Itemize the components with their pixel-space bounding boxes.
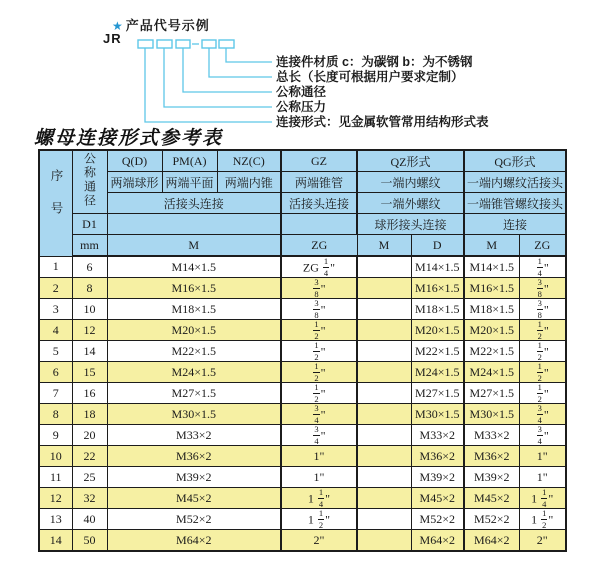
cell-gz-zg: 1 $\frac{1}{4}$ " <box>281 488 357 509</box>
header-empty-gz <box>281 214 357 235</box>
fraction: $\frac{1}{2}$ <box>314 319 319 341</box>
cell-dn: 18 <box>72 404 107 425</box>
header-group-qg: QG形式 <box>464 150 566 172</box>
fraction: $\frac{1}{2}$ <box>537 382 542 404</box>
cell-qg-zg: $\frac{3}{4}$ " <box>519 404 566 425</box>
cell-m-thread: M14×1.5 <box>107 256 281 278</box>
fraction: $\frac{1}{2}$ <box>542 508 547 530</box>
cell-qg-zg: $\frac{3}{4}$ " <box>519 425 566 446</box>
cell-qg-m: M27×1.5 <box>464 383 519 404</box>
fraction: $\frac{1}{2}$ <box>318 508 324 530</box>
diagram-title <box>112 15 210 34</box>
cell-m-thread: M33×2 <box>107 425 281 446</box>
fraction: $\frac{1}{4}$ <box>537 256 542 278</box>
cell-qz-d: M16×1.5 <box>411 278 464 299</box>
cell-qz-m <box>357 488 411 509</box>
nut-connection-reference-table <box>38 149 567 552</box>
table-row <box>39 320 566 341</box>
fraction: $\frac{3}{8}$ <box>314 298 319 320</box>
header-mm: mm <box>72 235 107 257</box>
header-group-gz: GZ <box>281 150 357 172</box>
cell-qg-m: M18×1.5 <box>464 299 519 320</box>
header-empty-left <box>107 214 281 235</box>
cell-dn: 12 <box>72 320 107 341</box>
label-nominal-pressure: 公称压力 <box>276 100 327 114</box>
cell-qz-d: M30×1.5 <box>411 404 464 425</box>
header-q-ends: 两端球形 <box>107 172 162 193</box>
cell-qg-zg: 1" <box>519 467 566 488</box>
cell-dn: 14 <box>72 341 107 362</box>
cell-m-thread: M24×1.5 <box>107 362 281 383</box>
cell-qz-d: M14×1.5 <box>411 256 464 278</box>
cell-m-thread: M18×1.5 <box>107 299 281 320</box>
cell-serial: 13 <box>39 509 72 530</box>
table-row <box>39 256 566 278</box>
cell-qz-d: M33×2 <box>411 425 464 446</box>
header-nz-ends: 两端内锥 <box>217 172 281 193</box>
cell-qg-m: M24×1.5 <box>464 362 519 383</box>
fraction: $\frac{1}{2}$ <box>314 340 319 362</box>
code-box-5 <box>219 40 234 48</box>
cell-qz-d: M18×1.5 <box>411 299 464 320</box>
header-unit-m: M <box>107 235 281 257</box>
cell-qz-d: M39×2 <box>411 467 464 488</box>
cell-serial: 14 <box>39 530 72 552</box>
header-group-nz: NZ(C) <box>217 150 281 172</box>
cell-serial: 3 <box>39 299 72 320</box>
cell-qg-zg: $\frac{1}{4}$ " <box>519 256 566 278</box>
header-qz-desc-3: 球形接头连接 <box>357 214 464 235</box>
cell-qg-zg: $\frac{1}{2}$ " <box>519 383 566 404</box>
fraction: $\frac{3}{8}$ <box>537 298 542 320</box>
cell-qz-d: M27×1.5 <box>411 383 464 404</box>
table-row <box>39 488 566 509</box>
cell-serial: 7 <box>39 383 72 404</box>
cell-dn: 25 <box>72 467 107 488</box>
cell-serial: 4 <box>39 320 72 341</box>
header-group-qz: QZ形式 <box>357 150 464 172</box>
cell-dn: 40 <box>72 509 107 530</box>
label-nominal-diameter: 公称通径 <box>276 85 327 99</box>
cell-qz-m <box>357 383 411 404</box>
cell-qz-m <box>357 278 411 299</box>
cell-m-thread: M45×2 <box>107 488 281 509</box>
cell-qz-m <box>357 341 411 362</box>
cell-serial: 8 <box>39 404 72 425</box>
diagram-title-text: 产品代号示例 <box>125 18 210 33</box>
cell-qg-zg: $\frac{3}{8}$ " <box>519 278 566 299</box>
cell-qz-m <box>357 362 411 383</box>
header-group-q: Q(D) <box>107 150 162 172</box>
cell-serial: 5 <box>39 341 72 362</box>
cell-dn: 50 <box>72 530 107 552</box>
code-box-3 <box>176 40 190 48</box>
cell-qg-zg: 1" <box>519 446 566 467</box>
fraction: $\frac{1}{2}$ <box>537 340 542 362</box>
table-header <box>39 150 566 256</box>
header-qz-desc-1: 一端内螺纹 <box>357 172 464 193</box>
cell-qz-m <box>357 530 411 552</box>
cell-gz-zg: $\frac{3}{8}$ " <box>281 299 357 320</box>
table-row <box>39 404 566 425</box>
fraction: $\frac{3}{8}$ <box>314 277 319 299</box>
header-qg-desc-1: 一端内螺纹活接头 <box>464 172 566 193</box>
cell-qg-m: M64×2 <box>464 530 519 552</box>
header-qg-desc-3: 连接 <box>464 214 566 235</box>
cell-gz-zg: $\frac{1}{2}$ " <box>281 320 357 341</box>
cell-qz-d: M45×2 <box>411 488 464 509</box>
header-d1: D1 <box>72 214 107 235</box>
cell-dn: 20 <box>72 425 107 446</box>
code-box-4 <box>202 40 216 48</box>
cell-m-thread: M39×2 <box>107 467 281 488</box>
table-title: 螺母连接形式参考表 <box>34 128 224 149</box>
fraction: $\frac{3}{4}$ <box>314 403 319 425</box>
cell-qz-m <box>357 425 411 446</box>
cell-qg-m: M45×2 <box>464 488 519 509</box>
connector-line-material <box>226 48 272 62</box>
header-group-pm: PM(A) <box>162 150 217 172</box>
fraction: $\frac{3}{4}$ <box>314 424 319 446</box>
product-code-prefix: JR <box>103 31 122 46</box>
cell-serial: 2 <box>39 278 72 299</box>
label-total-length: 总长（长度可根据用户要求定制） <box>276 70 464 84</box>
cell-qg-zg: $\frac{1}{2}$ " <box>519 362 566 383</box>
header-gz-ends: 两端锥管 <box>281 172 357 193</box>
cell-qz-m <box>357 404 411 425</box>
table-row <box>39 299 566 320</box>
code-box-2 <box>157 40 172 48</box>
cell-gz-zg: $\frac{1}{2}$ " <box>281 341 357 362</box>
cell-qg-zg: 1 $\frac{1}{2}$ " <box>519 509 566 530</box>
cell-m-thread: M30×1.5 <box>107 404 281 425</box>
cell-qg-m: M14×1.5 <box>464 256 519 278</box>
cell-qg-m: M52×2 <box>464 509 519 530</box>
cell-dn: 22 <box>72 446 107 467</box>
cell-qz-m <box>357 509 411 530</box>
header-unit-qg-zg: ZG <box>519 235 566 257</box>
cell-qz-m <box>357 467 411 488</box>
cell-qz-d: M20×1.5 <box>411 320 464 341</box>
cell-qg-m: M33×2 <box>464 425 519 446</box>
table-row <box>39 509 566 530</box>
table-row <box>39 383 566 404</box>
fraction: $\frac{1}{2}$ <box>314 382 319 404</box>
cell-gz-zg: $\frac{3}{4}$ " <box>281 425 357 446</box>
table-row <box>39 341 566 362</box>
fraction: $\frac{1}{2}$ <box>314 361 319 383</box>
cell-dn: 16 <box>72 383 107 404</box>
table-row <box>39 446 566 467</box>
cell-m-thread: M64×2 <box>107 530 281 552</box>
cell-gz-zg: 1" <box>281 446 357 467</box>
cell-m-thread: M20×1.5 <box>107 320 281 341</box>
cell-qg-zg: $\frac{3}{8}$ " <box>519 299 566 320</box>
fraction: $\frac{1}{4}$ <box>323 256 329 278</box>
header-serial <box>39 150 72 256</box>
cell-qg-m: M39×2 <box>464 467 519 488</box>
fraction: $\frac{3}{4}$ <box>537 403 542 425</box>
header-diameter-text: 公称通径 <box>82 152 97 208</box>
cell-qg-m: M36×2 <box>464 446 519 467</box>
label-connection-form: 连接形式：见金属软管常用结构形式表 <box>276 115 489 129</box>
cell-qg-m: M16×1.5 <box>464 278 519 299</box>
header-unit-qz-m: M <box>357 235 411 257</box>
cell-gz-zg: ZG $\frac{1}{4}$ " <box>281 256 357 278</box>
cell-qg-m: M30×1.5 <box>464 404 519 425</box>
cell-serial: 10 <box>39 446 72 467</box>
cell-qg-zg: 1 $\frac{1}{4}$ " <box>519 488 566 509</box>
header-unit-zg: ZG <box>281 235 357 257</box>
fraction: $\frac{1}{2}$ <box>537 319 542 341</box>
cell-gz-zg: 2" <box>281 530 357 552</box>
cell-qz-m <box>357 256 411 278</box>
cell-gz-zg: $\frac{3}{4}$ " <box>281 404 357 425</box>
header-unit-qg-m: M <box>464 235 519 257</box>
cell-serial: 6 <box>39 362 72 383</box>
table-row <box>39 467 566 488</box>
cell-qz-m <box>357 320 411 341</box>
fraction: $\frac{3}{4}$ <box>537 424 542 446</box>
fraction: $\frac{1}{4}$ <box>542 487 547 509</box>
header-qg-desc-2: 一端锥管螺纹接头 <box>464 193 566 214</box>
cell-dn: 10 <box>72 299 107 320</box>
code-box-1 <box>138 40 153 48</box>
fraction: $\frac{1}{4}$ <box>318 487 324 509</box>
cell-qg-zg: $\frac{1}{2}$ " <box>519 320 566 341</box>
cell-qz-d: M24×1.5 <box>411 362 464 383</box>
cell-qg-zg: $\frac{1}{2}$ " <box>519 341 566 362</box>
cell-gz-zg: 1" <box>281 467 357 488</box>
cell-serial: 12 <box>39 488 72 509</box>
table-row <box>39 278 566 299</box>
header-qz-desc-2: 一端外螺纹 <box>357 193 464 214</box>
cell-dn: 8 <box>72 278 107 299</box>
table-row <box>39 425 566 446</box>
cell-dn: 15 <box>72 362 107 383</box>
cell-qz-d: M22×1.5 <box>411 341 464 362</box>
header-pm-ends: 两端平面 <box>162 172 217 193</box>
cell-qz-m <box>357 446 411 467</box>
cell-qz-d: M64×2 <box>411 530 464 552</box>
cell-serial: 1 <box>39 256 72 278</box>
label-connector-material: 连接件材质 c：为碳钢 b：为不锈钢 <box>276 55 473 69</box>
table-row <box>39 362 566 383</box>
cell-dn: 6 <box>72 256 107 278</box>
header-union-connection: 活接头连接 <box>107 193 281 214</box>
cell-m-thread: M16×1.5 <box>107 278 281 299</box>
cell-qz-m <box>357 299 411 320</box>
table-body <box>39 256 566 551</box>
cell-m-thread: M36×2 <box>107 446 281 467</box>
header-gz-union: 活接头连接 <box>281 193 357 214</box>
cell-gz-zg: $\frac{1}{2}$ " <box>281 362 357 383</box>
header-serial-text: 序号 <box>49 168 63 234</box>
header-diameter <box>72 150 107 214</box>
cell-serial: 11 <box>39 467 72 488</box>
connector-line-diameter <box>183 48 272 92</box>
cell-gz-zg: 1 $\frac{1}{2}$ " <box>281 509 357 530</box>
header-unit-qz-d: D <box>411 235 464 257</box>
cell-m-thread: M52×2 <box>107 509 281 530</box>
cell-qz-d: M52×2 <box>411 509 464 530</box>
table-row <box>39 530 566 552</box>
cell-qg-zg: 2" <box>519 530 566 552</box>
cell-m-thread: M22×1.5 <box>107 341 281 362</box>
product-code-diagram <box>0 0 600 135</box>
cell-gz-zg: $\frac{1}{2}$ " <box>281 383 357 404</box>
cell-m-thread: M27×1.5 <box>107 383 281 404</box>
fraction: $\frac{3}{8}$ <box>537 277 542 299</box>
cell-qg-m: M20×1.5 <box>464 320 519 341</box>
cell-gz-zg: $\frac{3}{8}$ " <box>281 278 357 299</box>
cell-serial: 9 <box>39 425 72 446</box>
cell-qz-d: M36×2 <box>411 446 464 467</box>
cell-qg-m: M22×1.5 <box>464 341 519 362</box>
fraction: $\frac{1}{2}$ <box>537 361 542 383</box>
star-icon: ★ <box>112 19 124 33</box>
cell-dn: 32 <box>72 488 107 509</box>
